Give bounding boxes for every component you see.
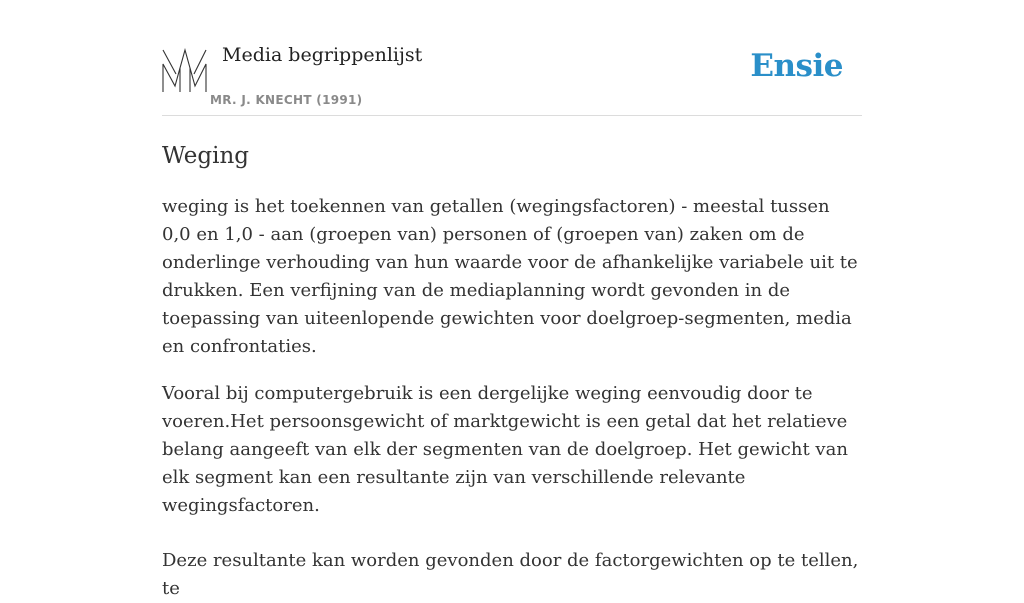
header <box>162 0 862 116</box>
book-title[interactable]: Media begrippenlijst <box>222 44 423 66</box>
page <box>162 0 862 603</box>
author-label: MR. J. KNECHT (1991) <box>210 93 363 107</box>
ensie-brand-logo[interactable]: Ensie <box>750 48 843 84</box>
entry-paragraph: Deze resultante kan worden gevonden door de factorgewichten op te tellen, te <box>162 550 859 599</box>
entry-paragraph: Vooral bij computergebruik is een dergelijke weging eenvoudig door te voeren.Het persoonsgewicht of marktgewicht is een getal dat het relatieve belang aangeeft van elk der segmenten van de doelgroep. Het gewicht van elk segment kan een resultante zijn van verschillende relevante wegingsfactoren. <box>162 383 848 516</box>
entry-paragraph: weging is het toekennen van getallen (wegingsfactoren) - meestal tussen 0,0 en 1,0 - aan (groepen van) personen of (groepen van) zaken om de onderlinge verhouding van hun waarde voor de afhankelijke variabele uit te drukken. Een verfijning van de mediaplanning wordt gevonden in de toepassing van uiteenlopende gewichten voor doelgroep-segmenten, media en confrontaties. <box>162 196 858 357</box>
media-begrippenlijst-logo-icon[interactable] <box>162 48 208 94</box>
entry-title: Weging <box>162 143 249 169</box>
